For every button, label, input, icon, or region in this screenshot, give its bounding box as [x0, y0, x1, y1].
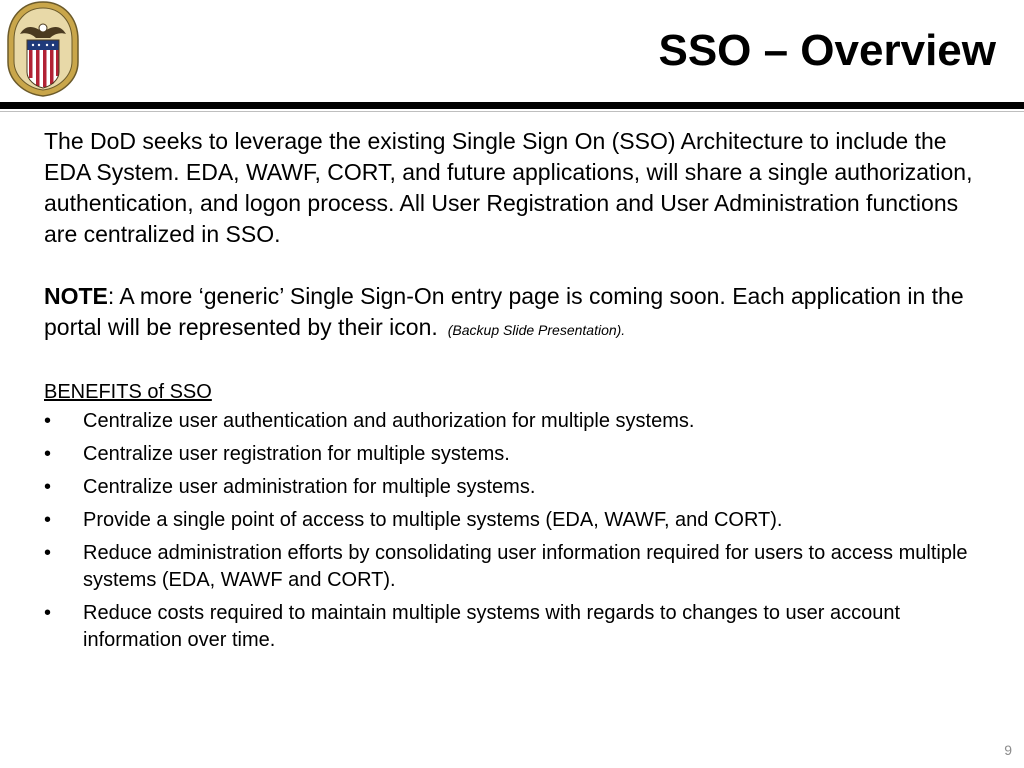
bullet-glyph: •	[44, 410, 52, 432]
bullet-glyph: •	[44, 509, 52, 531]
note-backup-reference: (Backup Slide Presentation).	[447, 322, 626, 338]
bullet-glyph: •	[44, 443, 52, 465]
benefit-item	[44, 474, 974, 501]
intro-paragraph: The DoD seeks to leverage the existing Single Sign On (SSO) Architecture to include the EDA System. EDA, WAWF, CORT, and future applications, will share a single authorization, authentication, and logon process. All User Registration and User Administration functions are centralized in SSO.	[44, 128, 973, 247]
benefit-item	[44, 408, 974, 435]
benefit-item	[44, 600, 974, 654]
slide-body	[44, 126, 974, 660]
bullet-glyph: •	[44, 602, 52, 624]
bullet-glyph: •	[44, 542, 52, 564]
benefit-item	[44, 540, 974, 594]
benefit-text: Centralize user administration for multiple systems.	[83, 476, 536, 498]
bullet-glyph: •	[44, 476, 52, 498]
dla-seal-logo-icon	[2, 0, 84, 98]
benefit-item	[44, 441, 974, 468]
benefit-text: Reduce costs required to maintain multiple systems with regards to changes to user account information over time.	[83, 602, 901, 651]
note-text: : A more ‘generic’ Single Sign-On entry page is coming soon. Each application in the portal will be represented by their icon.	[44, 283, 964, 340]
benefit-text: Provide a single point of access to multiple systems (EDA, WAWF, and CORT).	[83, 509, 783, 531]
slide-title: SSO – Overview	[658, 26, 996, 75]
benefits-list	[44, 408, 974, 654]
benefit-item	[44, 507, 974, 534]
benefits-heading: BENEFITS of SSO	[44, 381, 212, 403]
title-divider-thick	[0, 102, 1024, 109]
note-paragraph	[44, 281, 974, 346]
note-label: NOTE	[44, 283, 108, 309]
benefit-text: Reduce administration efforts by consolidating user information required for users to access multiple systems (EDA, WAWF and CORT).	[83, 542, 968, 591]
benefit-text: Centralize user authentication and authorization for multiple systems.	[83, 410, 695, 432]
page-number: 9	[1004, 742, 1012, 758]
benefit-text: Centralize user registration for multiple systems.	[83, 443, 510, 465]
title-divider-thin	[0, 111, 1024, 112]
